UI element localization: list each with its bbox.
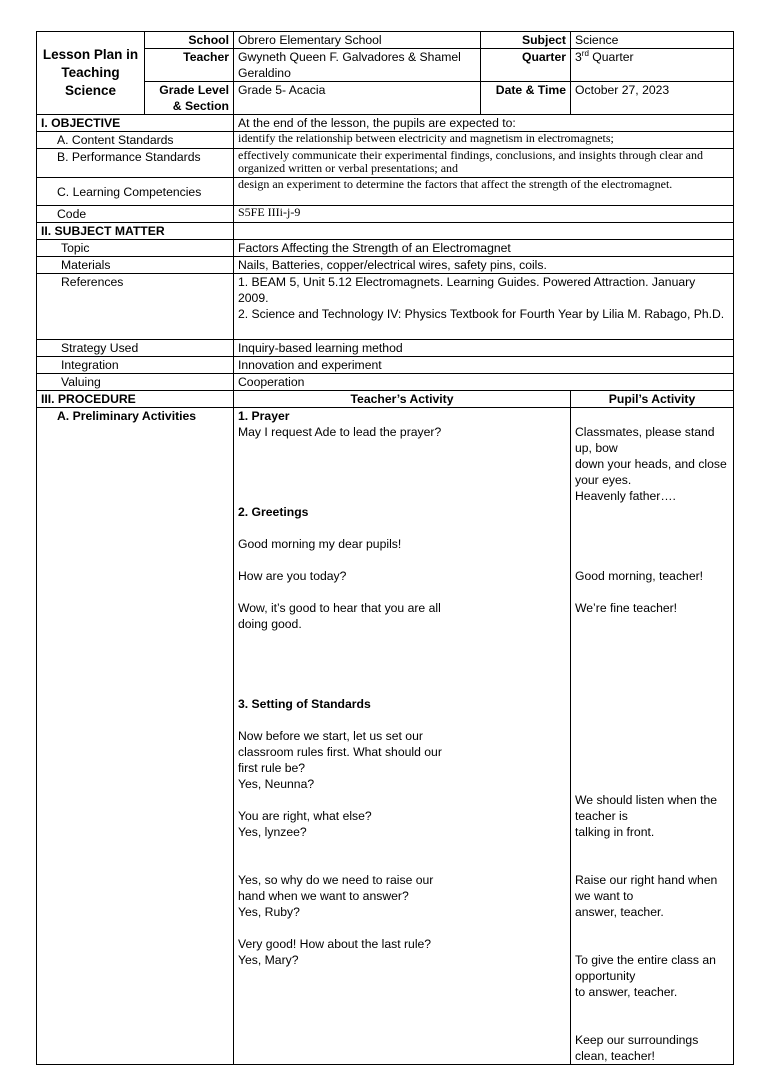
quarter-value xyxy=(571,49,734,82)
teacher-activity-header: Teacher’s Activity xyxy=(234,391,571,408)
procedure-heading: III. PROCEDURE xyxy=(37,391,234,408)
pupil-activity-header: Pupil’s Activity xyxy=(571,391,734,408)
content-standards-value: identify the relationship between electricity and magnetism in electromagnets; xyxy=(234,132,734,149)
subject-label: Subject xyxy=(481,32,571,49)
quarter-suffix: rd xyxy=(581,48,589,58)
code-label: Code xyxy=(37,206,234,223)
performance-standards-value: effectively communicate their experimental findings, conclusions, and insights through clear and organized written or verbal presentations; and xyxy=(234,149,734,178)
teacher-activity-line xyxy=(238,472,566,488)
teacher-activity-line: Yes, Mary? xyxy=(238,953,299,967)
teacher-activity-cell xyxy=(234,408,571,1065)
teacher-activity-line xyxy=(238,712,566,728)
lesson-plan-title: Lesson Plan in Teaching Science xyxy=(37,32,145,115)
preliminary-activities-label: A. Preliminary Activities xyxy=(37,408,234,1065)
grade-level-value: Grade 5- Acacia xyxy=(234,82,481,115)
teacher-activity-line xyxy=(238,488,566,504)
pupil-activity-line xyxy=(575,920,729,936)
teacher-activity-line: You are right, what else? xyxy=(238,809,372,823)
date-time-label: Date & Time xyxy=(481,82,571,115)
pupil-activity-line xyxy=(575,616,729,632)
strategy-label: Strategy Used xyxy=(37,340,234,357)
reference-item: 2. Science and Technology IV: Physics Textbook for Fourth Year by Lilia M. Rabago, Ph.D. xyxy=(238,307,725,321)
teacher-activity-line: first rule be? xyxy=(238,761,306,775)
teacher-activity-line: doing good. xyxy=(238,617,302,631)
teacher-activity-line: 3. Setting of Standards xyxy=(238,697,371,711)
pupil-activity-line xyxy=(575,744,729,760)
pupil-activity-line: answer, teacher. xyxy=(575,905,664,919)
pupil-activity-line: Keep our surroundings clean, teacher! xyxy=(575,1033,702,1063)
teacher-activity-line xyxy=(238,840,566,856)
learning-competencies-value: design an experiment to determine the factors that affect the strength of the electromagnet. xyxy=(234,178,734,206)
code-value: S5FE IIIi-j-9 xyxy=(234,206,734,223)
materials-value: Nails, Batteries, copper/electrical wires, safety pins, coils. xyxy=(234,257,734,274)
pupil-activity-line xyxy=(575,680,729,696)
teacher-activity-line: 1. Prayer xyxy=(238,409,290,423)
pupil-activity-line: Good morning, teacher! xyxy=(575,569,704,583)
quarter-word: Quarter xyxy=(588,50,634,64)
pupil-activity-line xyxy=(575,1000,729,1016)
grade-level-label: Grade Level & Section xyxy=(145,82,234,115)
teacher-activity-line: Yes, Ruby? xyxy=(238,905,300,919)
valuing-value: Cooperation xyxy=(234,374,734,391)
pupil-activity-line xyxy=(575,712,729,728)
performance-standards-label: B. Performance Standards xyxy=(37,149,234,178)
strategy-value: Inquiry-based learning method xyxy=(234,340,734,357)
school-value: Obrero Elementary School xyxy=(234,32,481,49)
quarter-number: 3 xyxy=(575,50,582,64)
teacher-activity-line xyxy=(238,920,566,936)
pupil-activity-line xyxy=(575,536,729,552)
teacher-activity-line: May I request Ade to lead the prayer? xyxy=(238,425,442,439)
reference-item: 1. BEAM 5, Unit 5.12 Electromagnets. Learning Guides. Powered Attraction. January 2009. xyxy=(238,275,699,305)
pupil-activity-line: Raise our right hand when we want to xyxy=(575,873,721,903)
teacher-activity-line: Yes, so why do we need to raise our xyxy=(238,873,434,887)
learning-competencies-label: C. Learning Competencies xyxy=(37,178,234,206)
lesson-plan-table xyxy=(36,31,734,1065)
teacher-activity-line xyxy=(238,440,566,456)
objective-intro: At the end of the lesson, the pupils are expected to: xyxy=(234,115,734,132)
content-standards-label: A. Content Standards xyxy=(37,132,234,149)
pupil-activity-line xyxy=(575,696,729,712)
pupil-activity-line xyxy=(575,584,729,600)
pupil-activity-line xyxy=(575,840,729,856)
pupil-activity-line xyxy=(575,520,729,536)
references-value xyxy=(234,274,734,340)
teacher-activity-line: 2. Greetings xyxy=(238,505,309,519)
teacher-activity-line: Yes, lynzee? xyxy=(238,825,307,839)
pupil-activity-line: talking in front. xyxy=(575,825,655,839)
valuing-label: Valuing xyxy=(37,374,234,391)
pupil-activity-line: Classmates, please stand up, bow xyxy=(575,425,718,455)
pupil-activity-line xyxy=(575,552,729,568)
pupil-activity-line xyxy=(575,504,729,520)
pupil-activity-line: to answer, teacher. xyxy=(575,985,678,999)
teacher-label: Teacher xyxy=(145,49,234,82)
pupil-activity-line xyxy=(575,776,729,792)
teacher-activity-line xyxy=(238,456,566,472)
pupil-activity-line: down your heads, and close your eyes. xyxy=(575,457,731,487)
pupil-activity-cell xyxy=(571,408,734,1065)
subject-matter-heading: II. SUBJECT MATTER xyxy=(37,223,234,240)
teacher-activity-line: Good morning my dear pupils! xyxy=(238,537,402,551)
teacher-activity-line xyxy=(238,664,566,680)
pupil-activity-line xyxy=(575,856,729,872)
date-time-value: October 27, 2023 xyxy=(571,82,734,115)
teacher-activity-line xyxy=(238,552,566,568)
pupil-activity-line xyxy=(575,648,729,664)
teacher-activity-line: Yes, Neunna? xyxy=(238,777,315,791)
school-label: School xyxy=(145,32,234,49)
topic-value: Factors Affecting the Strength of an Electromagnet xyxy=(234,240,734,257)
objective-heading: I. OBJECTIVE xyxy=(37,115,234,132)
teacher-activity-line: Very good! How about the last rule? xyxy=(238,937,432,951)
integration-label: Integration xyxy=(37,357,234,374)
teacher-activity-line: classroom rules first. What should our xyxy=(238,745,442,759)
teacher-activity-line xyxy=(238,632,566,648)
materials-label: Materials xyxy=(37,257,234,274)
teacher-activity-line xyxy=(238,856,566,872)
teacher-activity-line xyxy=(238,648,566,664)
teacher-activity-line: hand when we want to answer? xyxy=(238,889,409,903)
pupil-activity-line: We should listen when the teacher is xyxy=(575,793,721,823)
teacher-activity-line: Wow, it’s good to hear that you are all xyxy=(238,601,441,615)
integration-value: Innovation and experiment xyxy=(234,357,734,374)
teacher-activity-line: Now before we start, let us set our xyxy=(238,729,423,743)
teacher-activity-line xyxy=(238,520,566,536)
pupil-activity-line xyxy=(575,728,729,744)
pupil-activity-line xyxy=(575,760,729,776)
pupil-activity-line: To give the entire class an opportunity xyxy=(575,953,720,983)
pupil-activity-line: Heavenly father…. xyxy=(575,489,676,503)
teacher-activity-line xyxy=(238,584,566,600)
teacher-activity-line: How are you today? xyxy=(238,569,347,583)
pupil-activity-line xyxy=(575,632,729,648)
pupil-activity-line xyxy=(575,664,729,680)
teacher-value: Gwyneth Queen F. Galvadores & Shamel Geraldino xyxy=(234,49,481,82)
teacher-activity-line xyxy=(238,792,566,808)
subject-value: Science xyxy=(571,32,734,49)
pupil-activity-line: We’re fine teacher! xyxy=(575,601,678,615)
references-label: References xyxy=(37,274,234,340)
pupil-activity-line xyxy=(575,936,729,952)
subject-matter-blank xyxy=(234,223,734,240)
pupil-activity-line xyxy=(575,1016,729,1032)
quarter-label: Quarter xyxy=(481,49,571,82)
teacher-activity-line xyxy=(238,680,566,696)
pupil-activity-line xyxy=(575,408,729,424)
topic-label: Topic xyxy=(37,240,234,257)
